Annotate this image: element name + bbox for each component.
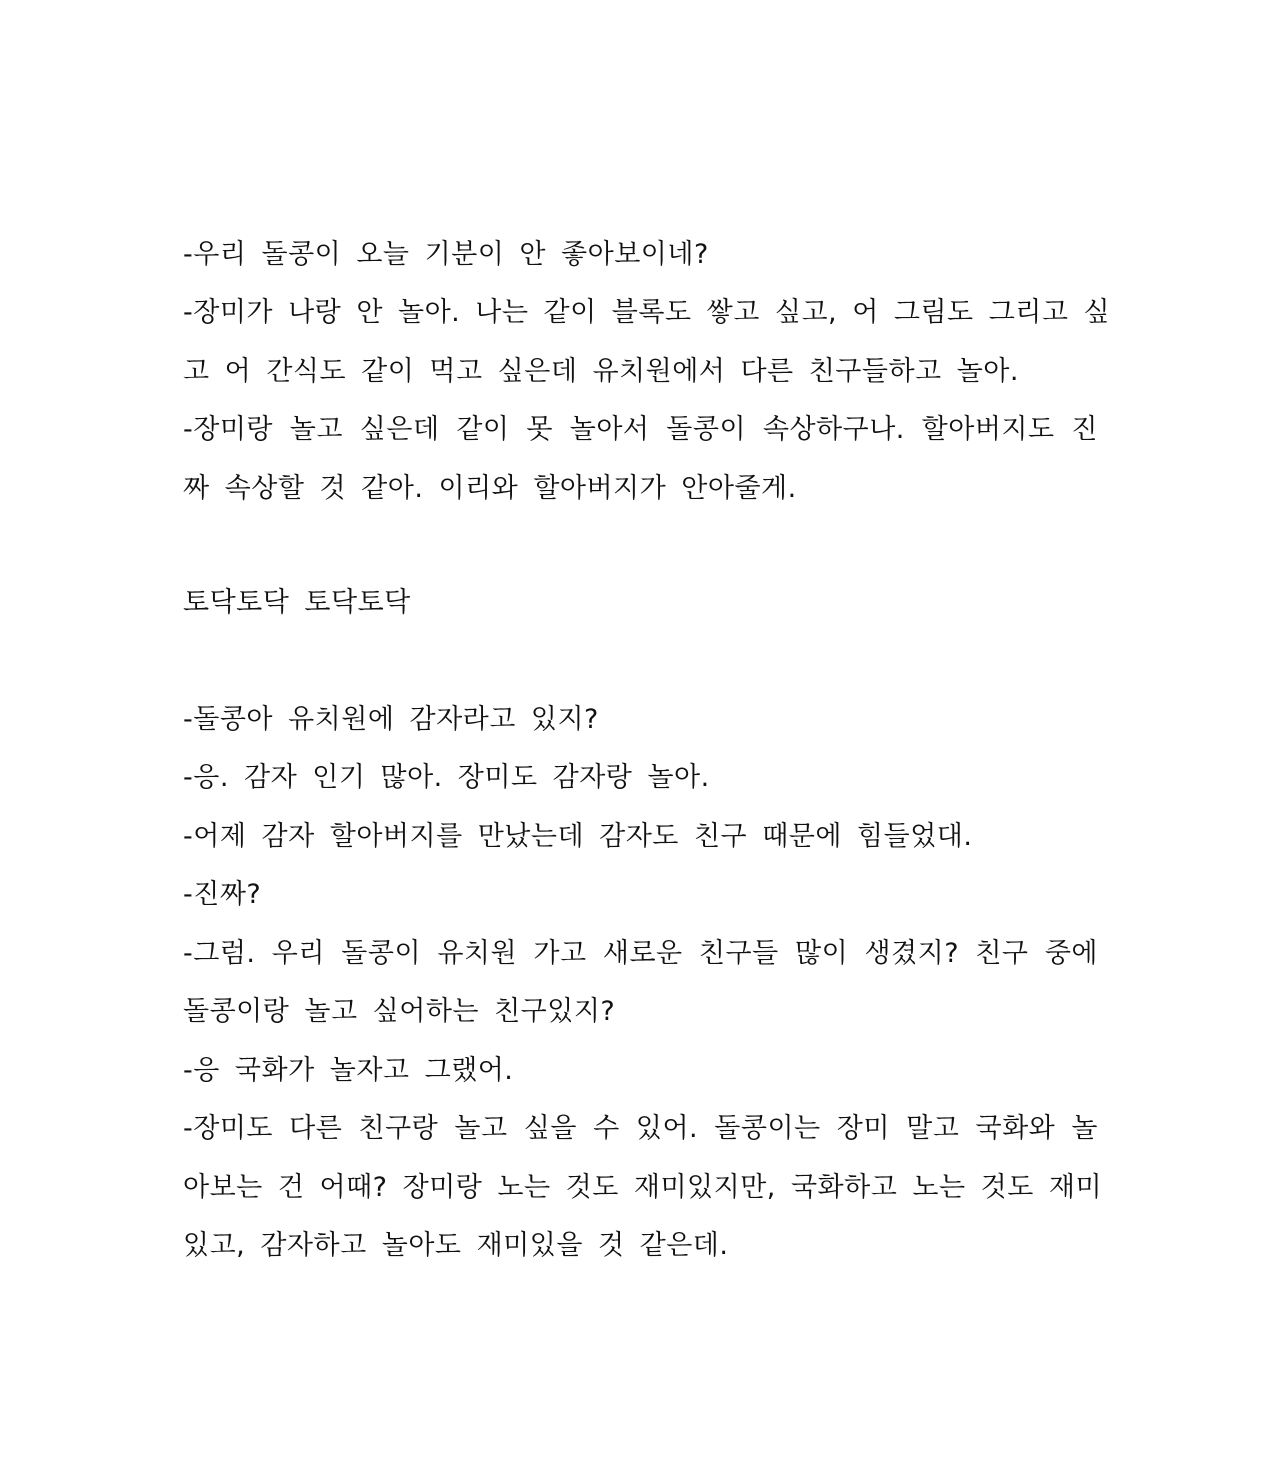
dialogue-line: 고 어 간식도 같이 먹고 싶은데 유치원에서 다른 친구들하고 놀아. [183,356,1019,387]
dialogue-line: -장미랑 놀고 싶은데 같이 못 놀아서 돌콩이 속상하구나. 할아버지도 진 [183,414,1098,445]
dialogue-line: -응. 감자 인기 많아. 장미도 감자랑 놀아. [183,762,710,793]
dialogue-line: -장미도 다른 친구랑 놀고 싶을 수 있어. 돌콩이는 장미 말고 국화와 놀 [183,1113,1098,1144]
dialogue-line: 짜 속상할 것 같아. 이리와 할아버지가 안아줄게. [183,473,797,504]
dialogue-line: 돌콩이랑 놀고 싶어하는 친구있지? [183,996,616,1027]
dialogue-line: -돌콩아 유치원에 감자라고 있지? [183,704,599,735]
dialogue-line: 아보는 건 어때? 장미랑 노는 것도 재미있지만, 국화하고 노는 것도 재미 [183,1172,1103,1203]
dialogue-line: -장미가 나랑 안 놀아. 나는 같이 블록도 쌓고 싶고, 어 그림도 그리고 싶 [183,297,1111,328]
dialogue-line: 있고, 감자하고 놀아도 재미있을 것 같은데. [183,1230,729,1261]
dialogue-line: -진짜? [183,879,262,910]
dialogue-line: -우리 돌콩이 오늘 기분이 안 좋아보이네? [183,239,709,270]
interlude-text: 토닥토닥 토닥토닥 [183,587,411,618]
dialogue-line: -응 국화가 놀자고 그랬어. [183,1055,514,1086]
dialogue-line: -그럼. 우리 돌콩이 유치원 가고 새로운 친구들 많이 생겼지? 친구 중에 [183,938,1098,969]
dialogue-line: -어제 감자 할아버지를 만났는데 감자도 친구 때문에 힘들었대. [183,821,973,852]
